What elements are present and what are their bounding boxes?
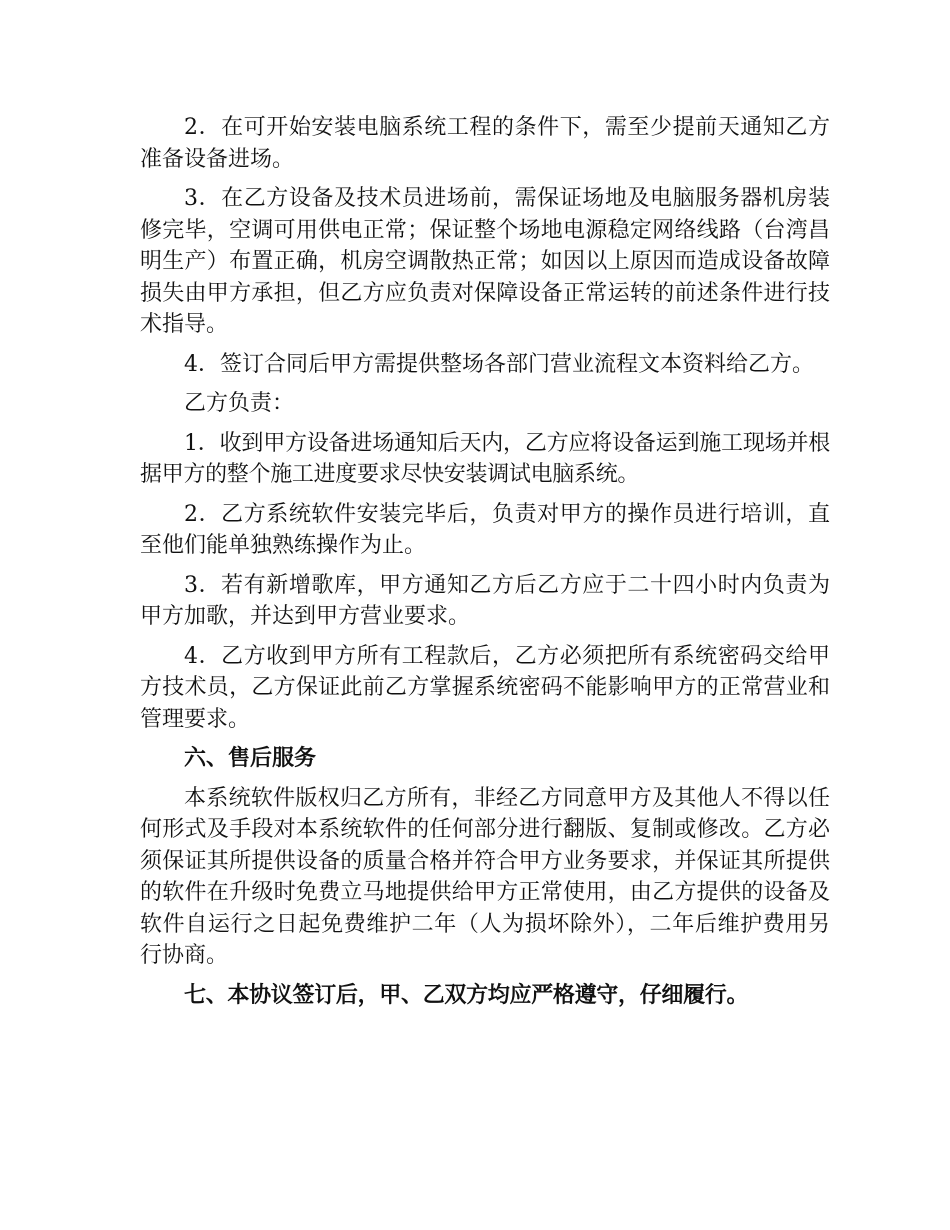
paragraph-party-b-item-2: 2．乙方系统软件安装完毕后，负责对甲方的操作员进行培训，直至他们能单独熟练操作为止。 bbox=[140, 501, 830, 558]
party-b-responsibilities-label: 乙方负责： bbox=[184, 391, 295, 416]
section-heading-agreement-compliance: 七、本协议签订后，甲、乙双方均应严格遵守，仔细履行。 bbox=[184, 982, 749, 1008]
paragraph-party-b-item-3: 3．若有新增歌库，甲方通知乙方后乙方应于二十四小时内负责为甲方加歌，并达到甲方营业要求。 bbox=[140, 572, 830, 629]
section-heading-after-sales: 六、售后服务 bbox=[184, 746, 317, 771]
paragraph-after-sales-service: 本系统软件版权归乙方所有，非经乙方同意甲方及其他人不得以任何形式及手段对本系统软件的任何部分进行翻版、复制或修改。乙方必须保证其所提供设备的质量合格并符合甲方业务要求，并保证其所提供的软件在升级时免费立马地提供给甲方正常使用，由乙方提供的设备及软件自运行之日起免费维护二年（人为损坏除外），二年后维护费用另行协商。 bbox=[140, 785, 830, 968]
paragraph-party-a-item-4: 4．签订合同后甲方需提供整场各部门营业流程文本资料给乙方。 bbox=[184, 351, 814, 377]
paragraph-party-a-item-3: 3．在乙方设备及技术员进场前，需保证场地及电脑服务器机房装修完毕，空调可用供电正常；保证整个场地电源稳定网络线路（台湾昌明生产）布置正确，机房空调散热正常；如因以上原因而造成设备故障损失由甲方承担，但乙方应负责对保障设备正常运转的前述条件进行技术指导。 bbox=[140, 186, 830, 337]
paragraph-party-b-item-4: 4．乙方收到甲方所有工程款后，乙方必须把所有系统密码交给甲方技术员，乙方保证此前乙方掌握系统密码不能影响甲方的正常营业和管理要求。 bbox=[140, 643, 830, 732]
document-body bbox=[140, 112, 830, 1011]
paragraph-party-a-item-2: 2．在可开始安装电脑系统工程的条件下，需至少提前天通知乙方准备设备进场。 bbox=[140, 115, 830, 172]
paragraph-party-b-item-1: 1．收到甲方设备进场通知后天内，乙方应将设备运到施工现场并根据甲方的整个施工进度要求尽快安装调试电脑系统。 bbox=[140, 430, 830, 487]
